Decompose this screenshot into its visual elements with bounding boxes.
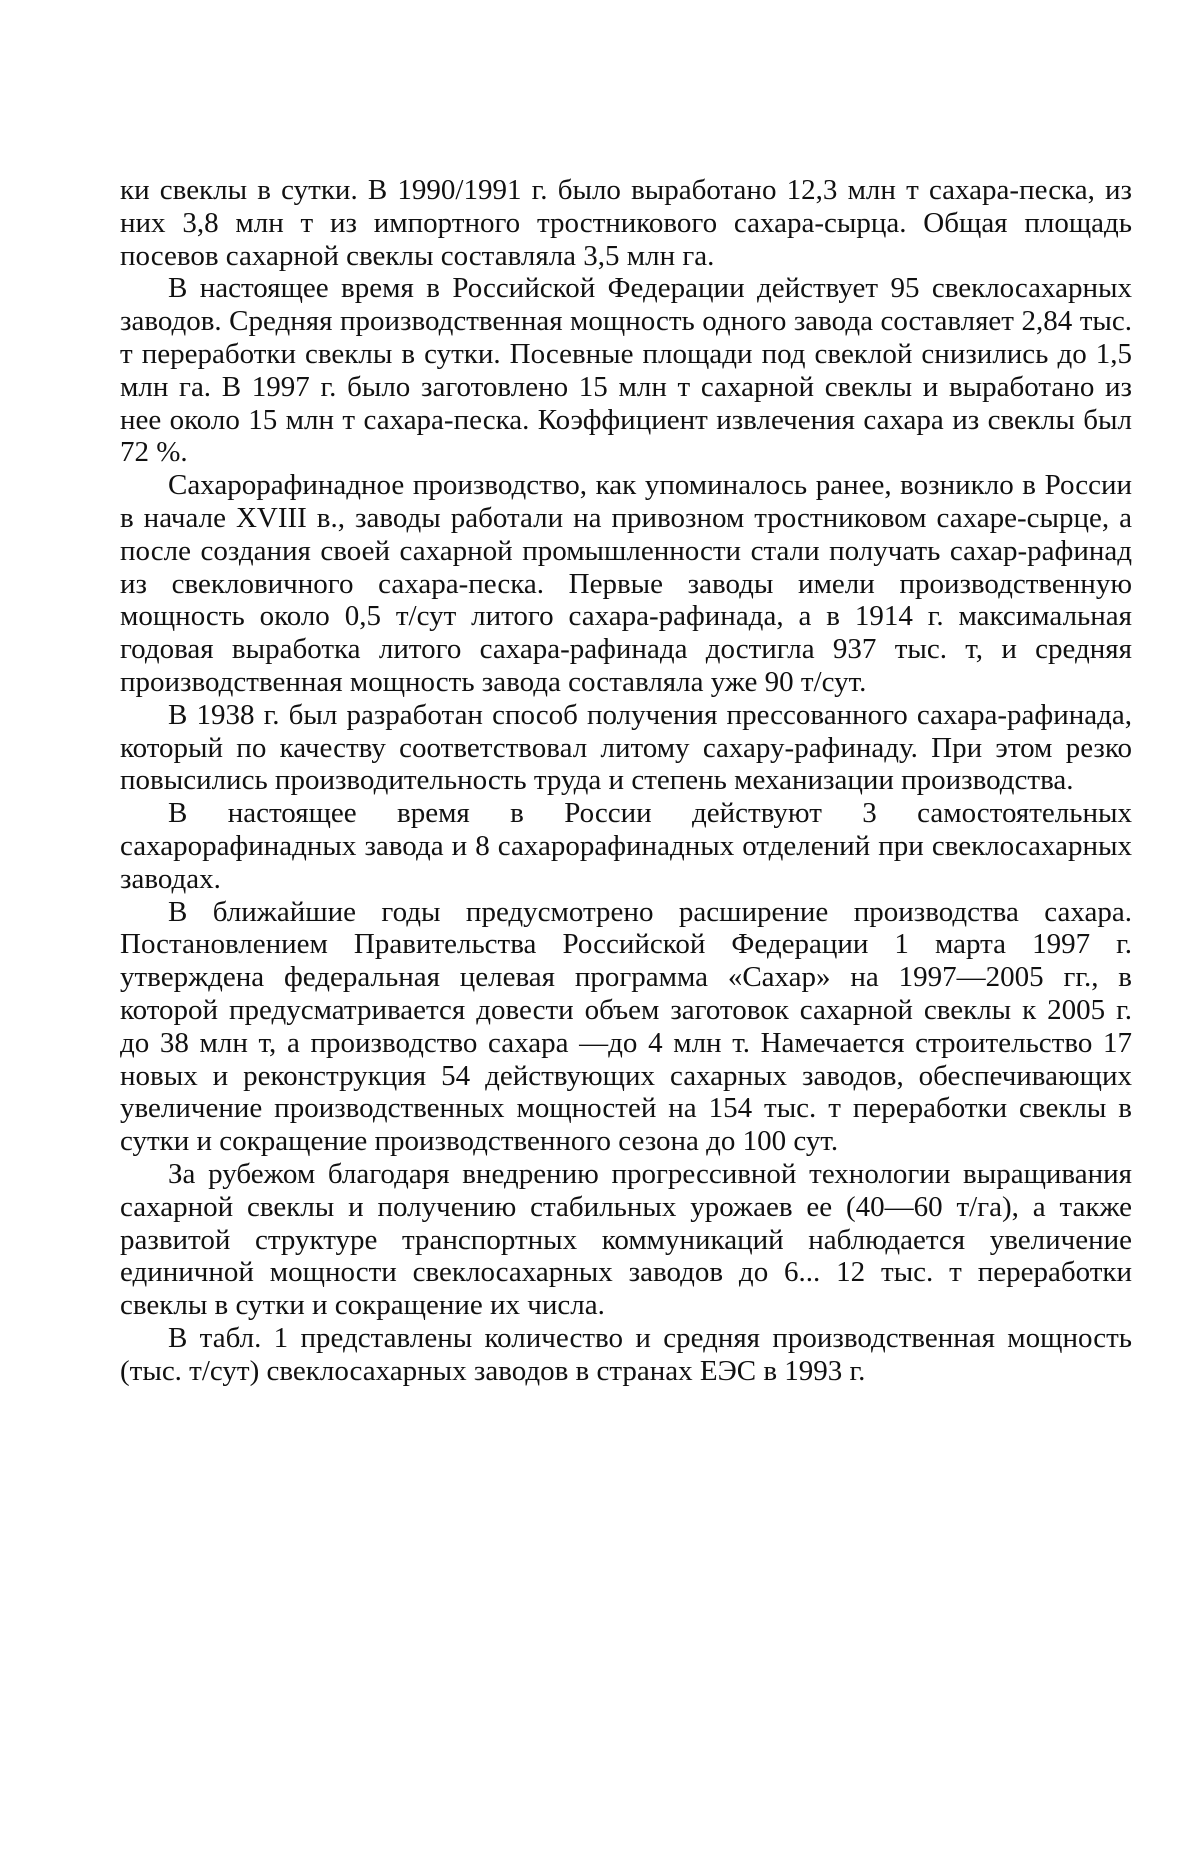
paragraph-1: ки свеклы в сутки. В 1990/1991 г. было выработано 12,3 млн т сахара-песка, из них 3,8 млн т из импортного тростникового сахара-сырца. Общая площадь посевов сахарной свеклы составляла 3,5 млн га. [120, 174, 1132, 272]
paragraph-4: В 1938 г. был разработан способ получения прессованного сахара-рафинада, который по качеству соответствовал литому сахару-рафинаду. При этом резко повысились производительность труда и степень механизации производства. [120, 698, 1132, 797]
paragraph-3: Сахарорафинадное производство, как упоминалось ранее, возникло в России в начале XVIII в., заводы работали на привозном тростниковом сахаре-сырце, а после создания своей сахарной промышленности стали получать сахар-рафинад из свекловичного сахара-песка. Первые заводы имели производственную мощность около 0,5 т/сут литого сахара-рафинада, а в 1914 г. максимальная годовая выработка литого сахара-рафинада достигла 937 тыс. т, и средняя производственная мощность завода составляла уже 90 т/сут. [120, 469, 1132, 698]
paragraph-6: В ближайшие годы предусмотрено расширение производства сахара. Постановлением Правительства Российской Федерации 1 марта 1997 г. утверждена федеральная целевая программа «Сахар» на 1997—2005 гг., в которой предусматривается довести объем заготовок сахарной свеклы к 2005 г. до 38 млн т, а производство сахара —до 4 млн т. Намечается строительство 17 новых и реконструкция 54 действующих сахарных заводов, обеспечивающих увеличение производственных мощностей на 154 тыс. т переработки свеклы в сутки и сокращение производственного сезона до 100 сут. [120, 895, 1132, 1158]
paragraph-5: В настоящее время в России действуют 3 самостоятельных сахарорафинадных завода и 8 сахарорафинадных отделений при свеклосахарных заводах. [120, 797, 1132, 895]
document-page [120, 174, 1132, 1387]
paragraph-2: В настоящее время в Российской Федерации действует 95 свеклосахарных заводов. Средняя производственная мощность одного завода составляет 2,84 тыс. т переработки свеклы в сутки. Посевные площади под свеклой снизились до 1,5 млн га. В 1997 г. было заготовлено 15 млн т сахарной свеклы и выработано из нее около 15 млн т сахара-песка. Коэффициент извлечения сахара из свеклы был 72 %. [120, 272, 1132, 469]
paragraph-8: В табл. 1 представлены количество и средняя производственная мощность (тыс. т/сут) свеклосахарных заводов в странах ЕЭС в 1993 г. [120, 1321, 1132, 1387]
paragraph-7: За рубежом благодаря внедрению прогрессивной технологии выращивания сахарной свеклы и получению стабильных урожаев ее (40—60 т/га), а также развитой структуре транспортных коммуникаций наблюдается увеличение единичной мощности свеклосахарных заводов до 6... 12 тыс. т переработки свеклы в сутки и сокращение их числа. [120, 1157, 1132, 1322]
